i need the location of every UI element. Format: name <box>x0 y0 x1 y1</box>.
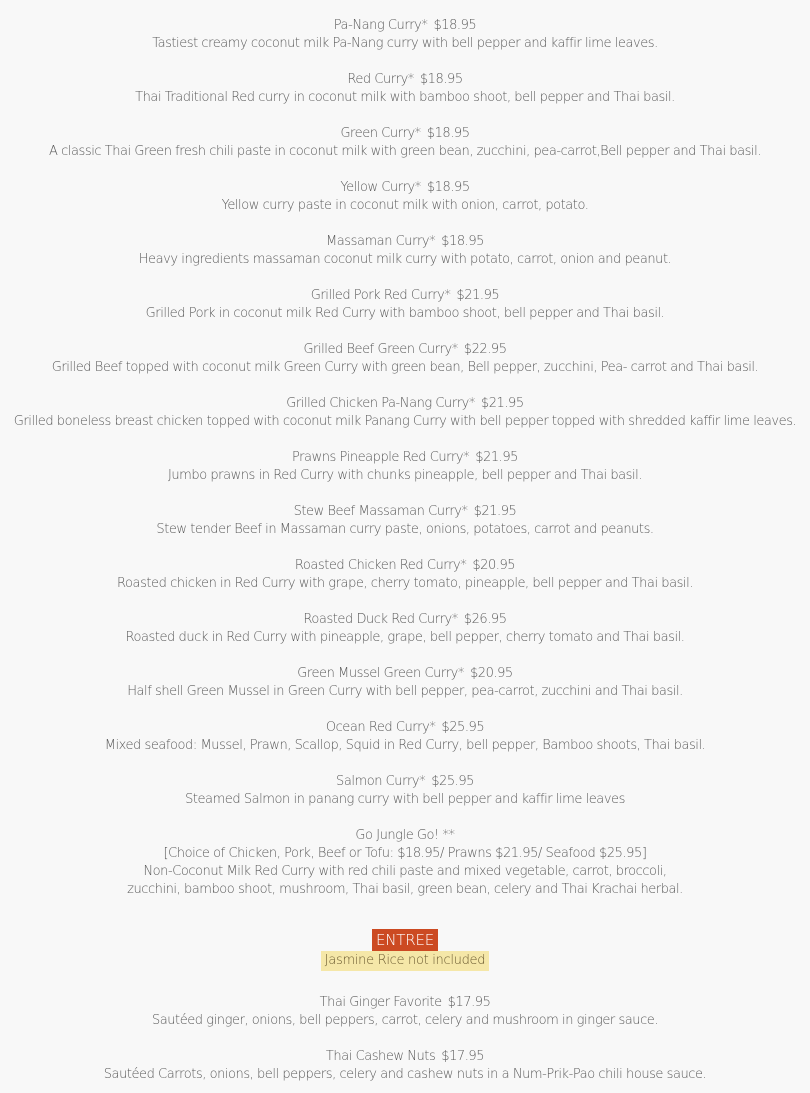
menu-item <box>0 179 810 215</box>
menu-item <box>0 395 810 431</box>
item-price: $21.95 <box>475 450 518 465</box>
item-description: Yellow curry paste in coconut milk with onion, carrot, potato. <box>221 198 589 213</box>
section-header <box>0 929 810 951</box>
item-name: Red Curry* <box>347 72 414 87</box>
menu-item <box>0 994 810 1030</box>
item-description: Roasted duck in Red Curry with pineapple, grape, bell pepper, cherry tomato and Thai basil. <box>125 630 685 645</box>
item-price: $17.95 <box>447 995 491 1010</box>
item-name: Prawns Pineapple Red Curry* <box>292 450 470 465</box>
section-note-wrap <box>0 951 810 971</box>
item-name: Thai Cashew Nuts <box>325 1049 436 1064</box>
item-description: Jumbo prawns in Red Curry with chunks pineapple, bell pepper and Thai basil. <box>168 468 642 483</box>
item-name: Green Mussel Green Curry* <box>297 666 464 681</box>
section-note: Jasmine Rice not included <box>321 951 489 971</box>
item-description: Non-Coconut Milk Red Curry with red chili paste and mixed vegetable, carrot, broccoli, <box>143 864 667 879</box>
item-description: zucchini, bamboo shoot, mushroom, Thai basil, green bean, celery and Thai Krachai herbal. <box>127 882 683 897</box>
menu-item <box>0 665 810 701</box>
item-price: $20.95 <box>469 666 513 681</box>
item-price: $18.95 <box>426 180 470 195</box>
item-name: Salmon Curry* <box>336 774 426 789</box>
item-description: Sautéed Carrots, onions, bell peppers, celery and cashew nuts in a Num-Prik-Pao chili house sauce. <box>103 1067 707 1082</box>
item-description: [Choice of Chicken, Pork, Beef or Tofu: $18.95/ Prawns $21.95/ Seafood $25.95] <box>163 846 647 861</box>
item-name: Thai Ginger Favorite <box>319 995 442 1010</box>
item-description: Sautéed ginger, onions, bell peppers, carrot, celery and mushroom in ginger sauce. <box>151 1013 659 1028</box>
item-price: $21.95 <box>480 396 524 411</box>
item-description: Tastiest creamy coconut milk Pa-Nang curry with bell pepper and kaffir lime leaves. <box>152 36 658 51</box>
item-price: $18.95 <box>441 234 484 249</box>
item-name: Massaman Curry* <box>326 234 436 249</box>
item-description: Stew tender Beef in Massaman curry paste, onions, potatoes, carrot and peanuts. <box>156 522 654 537</box>
menu-item <box>0 449 810 485</box>
item-name: Stew Beef Massaman Curry* <box>293 504 468 519</box>
menu-item <box>0 341 810 377</box>
menu-item <box>0 503 810 539</box>
menu-item <box>0 287 810 323</box>
item-name: Roasted Chicken Red Curry* <box>294 558 467 573</box>
item-price: $18.95 <box>433 18 477 33</box>
item-name: Grilled Chicken Pa-Nang Curry* <box>286 396 475 411</box>
section-label-entree: ENTREE <box>372 929 438 951</box>
menu-item <box>0 611 810 647</box>
item-description: Grilled Pork in coconut milk Red Curry with bamboo shoot, bell pepper and Thai basil. <box>145 306 665 321</box>
item-description: A classic Thai Green fresh chili paste in coconut milk with green bean, zucchini, pea-carrot,Bell pepper and Thai basil. <box>49 144 761 159</box>
item-description: Roasted chicken in Red Curry with grape, cherry tomato, pineapple, bell pepper and Thai basil. <box>117 576 693 591</box>
item-price: $21.95 <box>473 504 517 519</box>
menu-item <box>0 1048 810 1084</box>
item-price: $21.95 <box>456 288 500 303</box>
item-price: $22.95 <box>463 342 507 357</box>
item-description: Steamed Salmon in panang curry with bell pepper and kaffir lime leaves <box>185 792 625 807</box>
item-name: Go Jungle Go! ** <box>355 828 455 843</box>
item-name: Yellow Curry* <box>340 180 421 195</box>
item-description: Thai Traditional Red curry in coconut milk with bamboo shoot, bell pepper and Thai basil. <box>135 90 675 105</box>
item-name: Ocean Red Curry* <box>325 720 436 735</box>
item-price: $18.95 <box>419 72 463 87</box>
item-description: Grilled Beef topped with coconut milk Green Curry with green bean, Bell pepper, zucchini, Pea- carrot and Thai basil. <box>51 360 759 375</box>
menu-item <box>0 17 810 53</box>
menu-item <box>0 71 810 107</box>
item-name: Grilled Pork Red Curry* <box>310 288 451 303</box>
item-price: $17.95 <box>441 1049 485 1064</box>
menu-item <box>0 827 810 899</box>
item-description: Half shell Green Mussel in Green Curry with bell pepper, pea-carrot, zucchini and Thai basil. <box>127 684 683 699</box>
menu-item <box>0 719 810 755</box>
item-price: $25.95 <box>441 720 485 735</box>
item-price: $18.95 <box>426 126 470 141</box>
menu-item <box>0 773 810 809</box>
item-description: Grilled boneless breast chicken topped with coconut milk Panang Curry with bell pepper topped with shredded kaffir lime leaves. <box>13 414 797 429</box>
item-price: $25.95 <box>431 774 474 789</box>
item-name: Roasted Duck Red Curry* <box>303 612 458 627</box>
item-price: $26.95 <box>463 612 507 627</box>
item-description: Heavy ingredients massaman coconut milk curry with potato, carrot, onion and peanut. <box>138 252 672 267</box>
item-description: Mixed seafood: Mussel, Prawn, Scallop, Squid in Red Curry, bell pepper, Bamboo shoots, Thai basil. <box>104 738 706 753</box>
item-name: Pa-Nang Curry* <box>333 18 428 33</box>
menu-item <box>0 233 810 269</box>
menu-item <box>0 557 810 593</box>
item-name: Grilled Beef Green Curry* <box>303 342 458 357</box>
item-name: Green Curry* <box>340 126 421 141</box>
item-price: $20.95 <box>472 558 516 573</box>
menu-item <box>0 125 810 161</box>
